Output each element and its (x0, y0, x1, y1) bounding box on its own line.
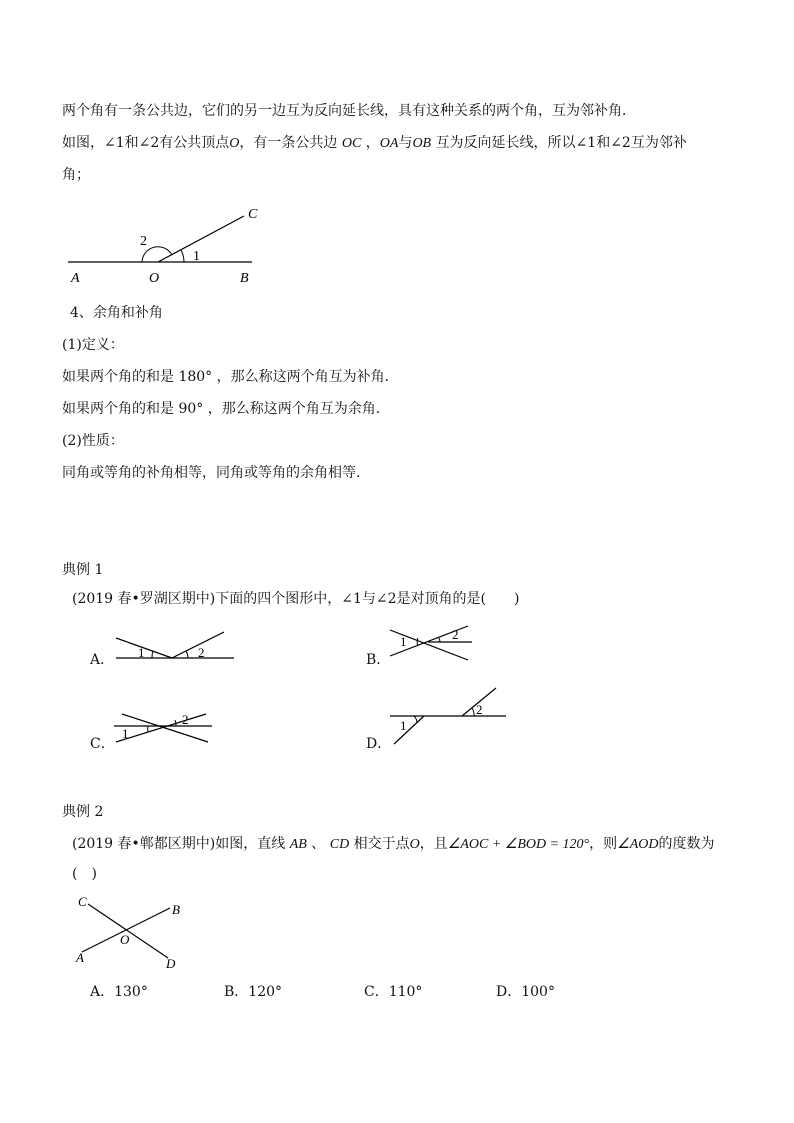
option-a-figure (112, 630, 242, 666)
angle-1-arc (181, 250, 184, 262)
target-angle: ∠AOD (617, 837, 659, 852)
intro-line-2-a: 如图，∠1和∠2有公共顶点 (62, 135, 230, 151)
fig-a: A (76, 950, 84, 965)
example1-question: (2019 春•罗湖区期中)下面的四个图形中，∠1与∠2是对顶角的是( ) (72, 591, 520, 607)
angle-2-arc (142, 247, 172, 262)
answer-paren: ( ) (72, 866, 97, 882)
section4-title: 4、余角和补角 (70, 305, 163, 321)
word-yu: 与 (398, 135, 413, 151)
intersecting-lines-figure (72, 892, 192, 974)
intro-line-1: 两个角有一条公共边，它们的另一边互为反向延长线，具有这种关系的两个角，互为邻补角． (62, 103, 636, 119)
opt-b-label-2: 2 (452, 627, 459, 642)
point-o: O (229, 136, 240, 151)
intro-line-2-c: 互为反向延长线，所以∠1和∠2互为邻补 (435, 135, 687, 151)
ray-oc: OC (341, 136, 362, 151)
label-a: A (71, 271, 80, 286)
option-c-label: C． (90, 736, 115, 752)
opt-c-label-1: 1 (122, 726, 129, 741)
q-part-a: (2019 春•郸都区期中)如图，直线 (72, 836, 286, 852)
opt-a-label-2: 2 (198, 645, 205, 660)
q-part-b: 相交于点 (353, 836, 410, 852)
line-cd-segment (88, 904, 168, 958)
ray-oc-line (158, 216, 244, 262)
ray-oa: OA (379, 136, 399, 151)
q-part-e: 的度数为 (658, 836, 715, 852)
opt-a-label-1: 1 (138, 645, 145, 660)
angle-equation: ∠AOC + ∠BOD = 120° (447, 837, 590, 852)
q-part-c: ，且 (419, 836, 448, 852)
label-1: 1 (193, 249, 200, 264)
line-cd-name: CD (329, 837, 350, 852)
example2-option-a: A．130° (90, 984, 148, 1000)
opt-b-label-1: 1 (400, 634, 407, 649)
property-title: (2)性质： (62, 433, 124, 449)
example2-option-c: C．110° (364, 984, 423, 1000)
intro-line-2: 如图，∠1和∠2有公共顶点O，有一条公共边 OC ，OA与OB 互为反向延长线，所以∠1和∠2互为邻补 (62, 135, 687, 151)
q-sep: 、 (311, 836, 326, 852)
label-2: 2 (140, 234, 147, 249)
point-o-name: O (409, 837, 420, 852)
example1-title: 典例 1 (62, 562, 104, 578)
opt-c-label-2: 2 (182, 712, 189, 727)
option-c-figure (112, 706, 222, 746)
label-c: C (248, 207, 258, 222)
fig-c: C (78, 894, 87, 909)
option-b-label: B． (366, 652, 391, 668)
example2-question (72, 835, 714, 854)
example2-title: 典例 2 (62, 804, 104, 820)
option-b-figure (388, 622, 478, 664)
ray-ob: OB (412, 136, 432, 151)
label-o: O (149, 271, 160, 286)
fig-d: D (166, 956, 176, 971)
opt-d-label-1: 1 (400, 718, 407, 733)
fig-o: O (120, 932, 130, 947)
fig-b: B (172, 902, 180, 917)
intro-line-2-b: ，有一条公共边 (239, 135, 338, 151)
option-a-label: A． (90, 652, 115, 668)
example2-option-b: B．120° (224, 984, 283, 1000)
example2-option-d: D．100° (496, 984, 555, 1000)
adjacent-angles-figure (60, 200, 280, 290)
intro-line-3: 角； (62, 167, 90, 183)
property-text: 同角或等角的补角相等，同角或等角的余角相等. (62, 465, 361, 481)
line-ab-name: AB (289, 837, 307, 852)
option-d-figure (388, 686, 510, 746)
definition-complementary: 如果两个角的和是 90° ，那么称这两个角互为余角. (62, 401, 381, 417)
label-b: B (240, 271, 249, 286)
definition-title: (1)定义： (62, 337, 124, 353)
q-part-d: ，则 (589, 836, 618, 852)
opt-d-label-2: 2 (476, 702, 483, 717)
option-d-label: D． (366, 736, 392, 752)
definition-supplementary: 如果两个角的和是 180° ，那么称这两个角互为补角. (62, 369, 390, 385)
